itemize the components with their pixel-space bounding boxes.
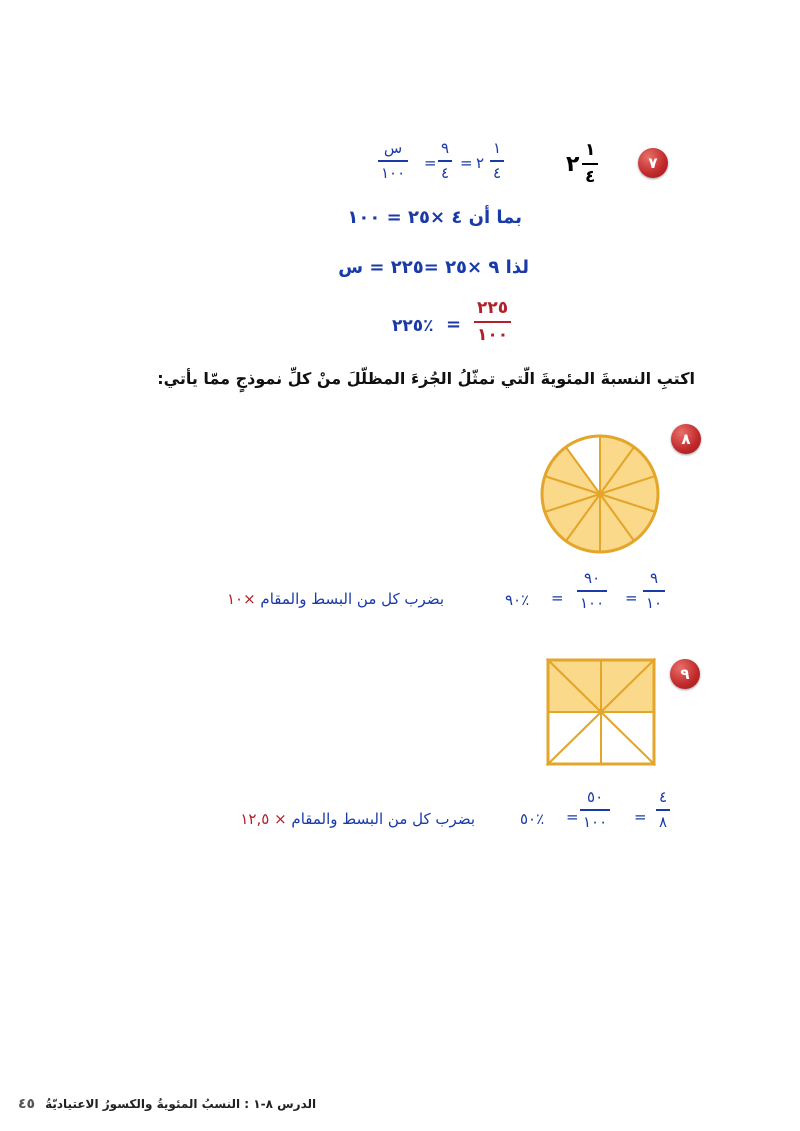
fraction-bar (490, 160, 504, 162)
equals-sign: = (460, 154, 473, 172)
numerator: ٢٢٥ (477, 298, 509, 318)
denominator: ٨ (659, 812, 668, 831)
problem-7-result (392, 300, 532, 350)
circle-model (538, 432, 662, 556)
problem-9-badge (670, 659, 700, 689)
numerator: ٩ (650, 569, 659, 587)
fraction-bar (582, 163, 598, 165)
note-label: بضرب كل من البسط والمقام (286, 810, 475, 828)
fraction-s-100 (378, 141, 408, 181)
numerator: ١ (493, 139, 502, 157)
problem-7-number: ٧ (648, 154, 658, 172)
fraction-bar (378, 160, 408, 162)
mixed-fraction (582, 142, 598, 186)
denominator: ١٠٠ (580, 593, 605, 612)
note-multiplier: ×١٠ (226, 590, 256, 608)
denominator: ٤ (441, 163, 450, 182)
mixed-numerator: ١ (585, 140, 596, 160)
problem-8-number: ٨ (681, 430, 691, 448)
fraction-1-4 (490, 141, 504, 181)
numerator: ٥٠ (587, 788, 604, 806)
mixed-whole: ٢ (476, 154, 485, 172)
percent-value: ٥٠٪ (520, 810, 545, 828)
problem-9-note (240, 810, 475, 828)
since-line: بما أن ٤ ×٢٥ = ١٠٠ (347, 207, 522, 228)
problem-7-badge (638, 148, 668, 178)
fraction-bar (580, 809, 610, 811)
page-number: ٤٥ (18, 1096, 36, 1112)
numerator: ٩ (441, 139, 450, 157)
fraction-bar (577, 590, 607, 592)
denominator: ١٠ (646, 593, 663, 612)
square-model (545, 657, 657, 767)
fraction-bar (656, 809, 670, 811)
square-parts (548, 660, 654, 764)
equals-sign: = (566, 808, 579, 826)
footer (18, 1092, 316, 1116)
equals-sign: = (424, 154, 437, 172)
instruction-text: اكتبِ النسبةَ المئويةَ الّتي تمثّلُ الجُزءَ المظلّلَ منْ كلِّ نموذجٍ ممّا يأتي: (157, 369, 695, 388)
problem-8-note-full (227, 590, 444, 608)
denominator: ١٠٠ (583, 812, 608, 831)
denominator: ١٠٠ (477, 324, 509, 345)
percent-value: ٩٠٪ (505, 591, 530, 609)
numerator: ٩٠ (584, 569, 601, 587)
equals-sign: = (625, 589, 638, 607)
pie-slices (542, 436, 658, 552)
problem-9-equation (520, 786, 680, 841)
fraction-90-100 (577, 571, 607, 611)
numerator: ٤ (659, 788, 668, 806)
fraction-bar (643, 590, 665, 592)
equals-sign: = (634, 808, 647, 826)
problem-9-number: ٩ (680, 665, 690, 683)
mixed-whole: ٢ (566, 152, 580, 177)
fraction-bar (474, 321, 511, 323)
problem-7-equation (376, 141, 526, 191)
problem-8-equation (505, 567, 680, 622)
mixed-denominator: ٤ (585, 166, 596, 187)
lesson-title: الدرس ٨-١ : النسبُ المئويةُ والكسورُ الاعتياديّةُ (45, 1097, 317, 1111)
result-fraction (474, 300, 511, 344)
equals-sign: = (551, 589, 564, 607)
numerator: س (383, 139, 403, 157)
fraction-bar (438, 160, 452, 162)
fraction-4-8 (656, 790, 670, 830)
result-percent: ٢٢٥٪ (392, 316, 434, 336)
fraction-9-10 (643, 571, 665, 611)
fraction-50-100 (580, 790, 610, 830)
note-label: بضرب كل من البسط والمقام (255, 590, 444, 608)
denominator: ٤ (493, 163, 502, 182)
note-multiplier: × ١٢,٥ (240, 810, 287, 828)
denominator: ١٠٠ (381, 163, 406, 182)
therefore-line: لذا ٩ ×٢٥ =٢٢٥ = س (338, 257, 529, 278)
equals-sign: = (446, 314, 462, 335)
problem-8-badge (671, 424, 701, 454)
fraction-9-4 (438, 141, 452, 181)
